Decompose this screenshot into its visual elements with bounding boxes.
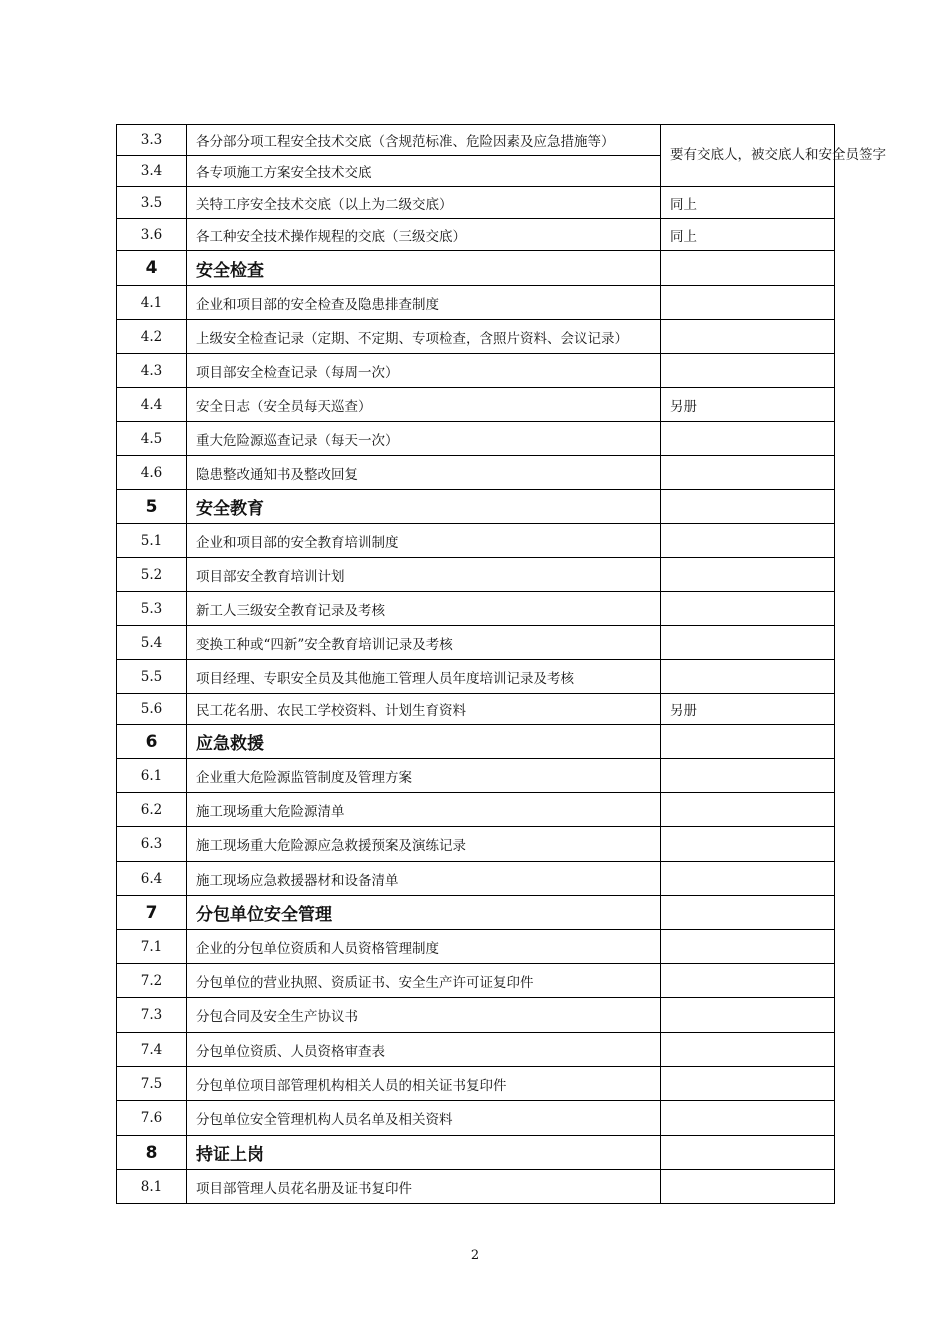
- row-number: 3.5: [117, 187, 187, 219]
- row-number: 6.2: [117, 793, 187, 827]
- row-note: [661, 490, 835, 524]
- row-number: 6.3: [117, 827, 187, 862]
- row-item: 各分部分项工程安全技术交底（含规范标准、危险因素及应急措施等）: [187, 125, 661, 156]
- section-row: [117, 1136, 835, 1170]
- section-number: 6: [117, 725, 187, 759]
- row-number: 7.3: [117, 998, 187, 1033]
- row-number: 5.5: [117, 660, 187, 694]
- table-row: [117, 354, 835, 388]
- row-item: 施工现场重大危险源清单: [187, 793, 661, 827]
- row-item: 分包单位项目部管理机构相关人员的相关证书复印件: [187, 1067, 661, 1101]
- row-number: 4.4: [117, 388, 187, 422]
- table-row: [117, 125, 835, 156]
- row-note: 同上: [661, 219, 835, 251]
- row-number: 6.1: [117, 759, 187, 793]
- row-note: [661, 286, 835, 320]
- row-note: [661, 1033, 835, 1067]
- section-title: 持证上岗: [187, 1136, 661, 1170]
- section-number: 7: [117, 896, 187, 930]
- row-note: [661, 422, 835, 456]
- page-number: 2: [470, 1248, 480, 1263]
- row-item: 隐患整改通知书及整改回复: [187, 456, 661, 490]
- row-number: 6.4: [117, 862, 187, 896]
- row-number: 7.2: [117, 964, 187, 998]
- row-item: 分包单位的营业执照、资质证书、安全生产许可证复印件: [187, 964, 661, 998]
- row-item: 施工现场重大危险源应急救援预案及演练记录: [187, 827, 661, 862]
- table-row: [117, 558, 835, 592]
- section-number: 8: [117, 1136, 187, 1170]
- row-number: 4.6: [117, 456, 187, 490]
- section-title: 应急救援: [187, 725, 661, 759]
- table-row: [117, 524, 835, 558]
- row-note: [661, 827, 835, 862]
- row-item: 项目部安全教育培训计划: [187, 558, 661, 592]
- table-row: [117, 626, 835, 660]
- row-note: [661, 558, 835, 592]
- row-note: 另册: [661, 388, 835, 422]
- row-note: [661, 759, 835, 793]
- row-number: 5.4: [117, 626, 187, 660]
- table-row: [117, 964, 835, 998]
- row-number: 3.4: [117, 156, 187, 187]
- table-row: [117, 592, 835, 626]
- table-row: [117, 219, 835, 251]
- section-row: [117, 490, 835, 524]
- row-note: [661, 320, 835, 354]
- row-note: 另册: [661, 694, 835, 725]
- section-number: 5: [117, 490, 187, 524]
- table-row: [117, 827, 835, 862]
- table-row: [117, 759, 835, 793]
- table-row: [117, 998, 835, 1033]
- section-number: 4: [117, 251, 187, 286]
- row-number: 7.4: [117, 1033, 187, 1067]
- row-note: 要有交底人，被交底人和安全员签字: [661, 125, 835, 187]
- row-number: 7.1: [117, 930, 187, 964]
- row-note: [661, 725, 835, 759]
- table-row: [117, 793, 835, 827]
- row-note: [661, 251, 835, 286]
- table-row: [117, 1067, 835, 1101]
- row-number: 8.1: [117, 1170, 187, 1204]
- row-item: 变换工种或“四新”安全教育培训记录及考核: [187, 626, 661, 660]
- row-note: [661, 592, 835, 626]
- section-row: [117, 725, 835, 759]
- table-row: [117, 286, 835, 320]
- row-item: 安全日志（安全员每天巡查）: [187, 388, 661, 422]
- table-row: [117, 456, 835, 490]
- row-note: [661, 793, 835, 827]
- row-number: 5.3: [117, 592, 187, 626]
- row-note: [661, 930, 835, 964]
- row-note: [661, 1170, 835, 1204]
- row-note: [661, 626, 835, 660]
- table-row: [117, 694, 835, 725]
- table-row: [117, 1170, 835, 1204]
- row-item: 各工种安全技术操作规程的交底（三级交底）: [187, 219, 661, 251]
- row-number: 7.6: [117, 1101, 187, 1136]
- section-title: 安全检查: [187, 251, 661, 286]
- row-item: 项目经理、专职安全员及其他施工管理人员年度培训记录及考核: [187, 660, 661, 694]
- row-item: 新工人三级安全教育记录及考核: [187, 592, 661, 626]
- table-row: [117, 1033, 835, 1067]
- row-item: 分包单位资质、人员资格审查表: [187, 1033, 661, 1067]
- section-title: 安全教育: [187, 490, 661, 524]
- row-item: 企业和项目部的安全教育培训制度: [187, 524, 661, 558]
- row-note: 同上: [661, 187, 835, 219]
- row-note: [661, 1136, 835, 1170]
- row-item: 企业和项目部的安全检查及隐患排查制度: [187, 286, 661, 320]
- row-item: 各专项施工方案安全技术交底: [187, 156, 661, 187]
- table-row: [117, 660, 835, 694]
- row-item: 民工花名册、农民工学校资料、计划生育资料: [187, 694, 661, 725]
- section-title: 分包单位安全管理: [187, 896, 661, 930]
- table-row: [117, 187, 835, 219]
- row-number: 3.3: [117, 125, 187, 156]
- row-number: 4.5: [117, 422, 187, 456]
- row-item: 施工现场应急救援器材和设备清单: [187, 862, 661, 896]
- row-number: 4.3: [117, 354, 187, 388]
- row-note: [661, 862, 835, 896]
- table-row: [117, 388, 835, 422]
- row-note: [661, 354, 835, 388]
- row-note: [661, 1067, 835, 1101]
- row-item: 分包合同及安全生产协议书: [187, 998, 661, 1033]
- row-item: 项目部安全检查记录（每周一次）: [187, 354, 661, 388]
- row-number: 5.2: [117, 558, 187, 592]
- row-number: 3.6: [117, 219, 187, 251]
- row-note: [661, 964, 835, 998]
- table-row: [117, 862, 835, 896]
- row-number: 7.5: [117, 1067, 187, 1101]
- row-note: [661, 660, 835, 694]
- section-row: [117, 896, 835, 930]
- row-number: 4.2: [117, 320, 187, 354]
- row-item: 项目部管理人员花名册及证书复印件: [187, 1170, 661, 1204]
- row-item: 分包单位安全管理机构人员名单及相关资料: [187, 1101, 661, 1136]
- table-row: [117, 930, 835, 964]
- row-item: 企业重大危险源监管制度及管理方案: [187, 759, 661, 793]
- row-item: 上级安全检查记录（定期、不定期、专项检查，含照片资料、会议记录）: [187, 320, 661, 354]
- table-row: [117, 1101, 835, 1136]
- row-note: [661, 456, 835, 490]
- row-note: [661, 896, 835, 930]
- row-note: [661, 524, 835, 558]
- row-item: 企业的分包单位资质和人员资格管理制度: [187, 930, 661, 964]
- row-note: [661, 998, 835, 1033]
- section-row: [117, 251, 835, 286]
- row-item: 关特工序安全技术交底（以上为二级交底）: [187, 187, 661, 219]
- document-table: [116, 124, 886, 1204]
- row-number: 4.1: [117, 286, 187, 320]
- row-number: 5.1: [117, 524, 187, 558]
- row-item: 重大危险源巡查记录（每天一次）: [187, 422, 661, 456]
- row-number: 5.6: [117, 694, 187, 725]
- table-row: [117, 320, 835, 354]
- table-row: [117, 422, 835, 456]
- row-note: [661, 1101, 835, 1136]
